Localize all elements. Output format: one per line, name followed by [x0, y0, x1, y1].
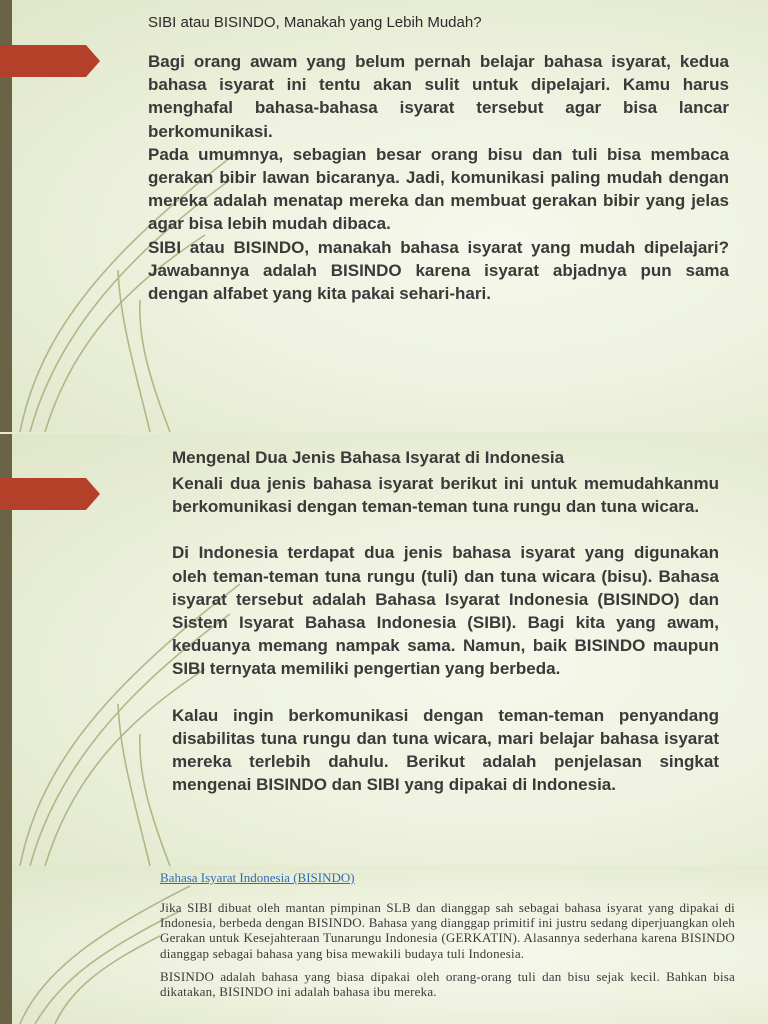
slide-2-body: [172, 472, 719, 819]
paragraph: Pada umumnya, sebagian besar orang bisu dan tuli bisa membaca gerakan bibir lawan bicaranya. Jadi, komunikasi paling mudah dengan mereka adalah menatap mereka dan membuat gerakan bibir yang jelas agar bisa lebih mudah dibaca.: [148, 144, 729, 234]
slide-1-body: [148, 50, 729, 305]
slide-2-title: Mengenal Dua Jenis Bahasa Isyarat di Indonesia: [172, 448, 565, 467]
bisindo-heading-link[interactable]: Bahasa Isyarat Indonesia (BISINDO): [160, 870, 355, 885]
paragraph: Bagi orang awam yang belum pernah belajar bahasa isyarat, kedua bahasa isyarat ini tentu akan sulit untuk dipelajari. Kamu harus menghafal bahasa-bahasa isyarat tersebut agar bisa lancar berkomunikasi.: [148, 52, 729, 141]
arrow-marker: [0, 478, 100, 510]
paragraph: Jika SIBI dibuat oleh mantan pimpinan SLB dan dianggap sah sebagai bahasa isyarat yang dipakai di Indonesia, berbeda dengan BISINDO. Bahasa yang dianggap primitif ini justru sedang diperjuangkan oleh Gerakan untuk Kesejahteraan Tunarungu Indonesia (GERKATIN). Alasannya sederhana karena BISINDO dianggap sebagai bahasa yang bisa mewakili budaya tuli Indonesia.: [160, 900, 735, 961]
paragraph: Kenali dua jenis bahasa isyarat berikut ini untuk memudahkanmu berkomunikasi dengan teman-teman tuna rungu dan tuna wicara.: [172, 474, 719, 517]
slide-3-body: [160, 900, 735, 1007]
arrow-marker: [0, 45, 100, 77]
slide-3: [0, 866, 768, 1024]
paragraph: Kalau ingin berkomunikasi dengan teman-teman penyandang disabilitas tuna rungu dan tuna wicara, mari belajar bahasa isyarat mereka terlebih dahulu. Berikut adalah penjelasan singkat mengenai BISINDO dan SIBI yang dipakai di Indonesia.: [172, 705, 719, 795]
paragraph: SIBI atau BISINDO, manakah bahasa isyarat yang mudah dipelajari? Jawabannya adalah BISINDO karena isyarat abjadnya pun sama dengan alfabet yang kita pakai sehari-hari.: [148, 237, 729, 304]
paragraph: Di Indonesia terdapat dua jenis bahasa isyarat yang digunakan oleh teman-teman tuna rungu (tuli) dan tuna wicara (bisu). Bahasa isyarat tersebut adalah Bahasa Isyarat Indonesia (BISINDO) dan Sistem Isyarat Bahasa Indonesia (SIBI). Bagi kita yang awam, keduanya memang nampak sama. Namun, baik BISINDO maupun SIBI ternyata memiliki pengertian yang berbeda.: [172, 543, 719, 679]
paragraph: BISINDO adalah bahasa yang biasa dipakai oleh orang-orang tuli dan bisu sejak kecil. Bahkan bisa dikatakan, BISINDO ini adalah bahasa ibu mereka.: [160, 968, 735, 1000]
slide-1: [0, 0, 768, 432]
slide-1-title: SIBI atau BISINDO, Manakah yang Lebih Mudah?: [148, 14, 482, 31]
slide-2: [0, 434, 768, 866]
